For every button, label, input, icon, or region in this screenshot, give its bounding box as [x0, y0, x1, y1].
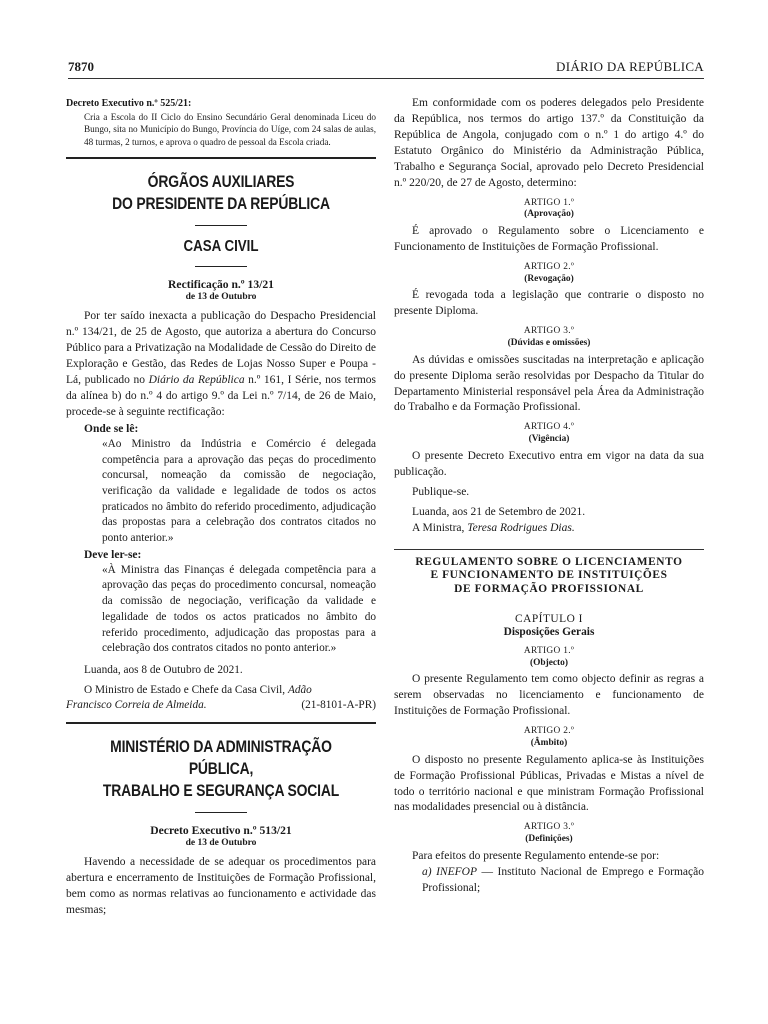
article-number: ARTIGO 1.º [523, 645, 575, 656]
regulation-title-line: DE FORMAÇÃO PROFISSIONAL [454, 582, 644, 595]
article-number: ARTIGO 4.º [523, 422, 575, 433]
signer-role: O Ministro de Estado e Chefe da Casa Civil, [84, 683, 288, 696]
decree-place-date: Luanda, aos 21 de Setembro de 2021. [412, 505, 586, 518]
definition-key: a) INEFOP [422, 865, 477, 878]
summary-body: Cria a Escola do II Ciclo do Ensino Secundário Geral denominada Liceu do Bungo, sita no Município do Bungo, Província do Uíge, com 24 salas de aulas, 48 turmas, 2 turnos, e aprova o quadro de pessoal da Escola criada. [84, 111, 376, 148]
article-number: ARTIGO 2.º [523, 726, 575, 737]
rectification-place-date: Luanda, aos 8 de Outubro de 2021. [84, 663, 243, 676]
summary-title: Decreto Executivo n.º 525/21: [66, 98, 192, 109]
rectification-intro [66, 309, 376, 420]
section-title-line: DO PRESIDENTE DA REPÚBLICA [112, 195, 330, 214]
rectification-date: de 13 de Outubro [185, 291, 257, 302]
section-divider [66, 157, 376, 159]
journal-name: DIÁRIO DA REPÚBLICA [556, 59, 704, 74]
section-title-line: MINISTÉRIO DA ADMINISTRAÇÃO PÚBLICA, [110, 737, 332, 778]
deve-ler-se-label: Deve ler-se: [84, 548, 142, 561]
article-text: É revogada toda a legislação que contrarie o disposto no presente Diploma. [394, 289, 704, 318]
article-heading: (Dúvidas e omissões) [507, 337, 591, 348]
article-number: ARTIGO 3.º [523, 822, 575, 833]
decree-signer [394, 521, 704, 537]
signer-role: A Ministra, [412, 521, 468, 534]
rectification-signer-row [66, 698, 376, 714]
publique-se: Publique-se. [412, 485, 470, 498]
article-number: ARTIGO 2.º [523, 261, 575, 272]
article-text: O disposto no presente Regulamento aplica-se às Instituições de Formação Profissional Públicas, Privadas e Mistas a nível de todo o território nacional e que ministram Formação Profissional nas modalidades presencial ou à distância. [394, 753, 704, 814]
page-header [68, 56, 704, 79]
section-title-line: TRABALHO E SEGURANÇA SOCIAL [102, 782, 340, 801]
article-number: ARTIGO 3.º [523, 326, 575, 337]
section-divider [66, 722, 376, 724]
article-heading: (Revogação) [524, 273, 574, 284]
signer-name: Adão [287, 683, 312, 696]
regulation-title [394, 556, 704, 597]
article-text: É aprovado o Regulamento sobre o Licenciamento e Funcionamento de Instituições de Formação Profissional. [394, 225, 704, 253]
rectification-signer [66, 683, 376, 699]
subsection-title-casa-civil: CASA CIVIL [183, 238, 259, 256]
text-segment: n.º 161, I Série, nos termos da alínea b) do n.º 4 do artigo 9.º da Lei n.º 7/14, de 26 de Maio, procede-se à seguinte rectificação: [66, 374, 376, 418]
short-divider [195, 812, 247, 813]
article-text: O presente Decreto Executivo entra em vigor na data da sua publicação. [394, 449, 704, 478]
article-heading: (Âmbito) [530, 737, 568, 748]
decree-date: de 13 de Outubro [185, 837, 257, 848]
right-column [394, 96, 704, 897]
article-heading: (Aprovação) [524, 209, 574, 220]
text-italic: Diário da República [148, 374, 245, 387]
chapter-number: CAPÍTULO I [515, 612, 583, 625]
regulation-title-line: REGULAMENTO SOBRE O LICENCIAMENTO [415, 555, 683, 568]
signer-name: Teresa Rodrigues Dias. [467, 521, 575, 534]
section-title-orgaos [88, 171, 355, 215]
article-text: O presente Regulamento tem como objecto definir as regras a serem observadas no licenciamento e funcionamento de Instituições de Formação Profissional. [394, 673, 704, 718]
rectification-title: Rectificação n.º 13/21 [168, 278, 274, 292]
article-heading: (Definições) [525, 834, 573, 845]
article-number: ARTIGO 1.º [523, 197, 575, 208]
short-divider [195, 225, 247, 226]
onde-se-le-label: Onde se lê: [84, 422, 139, 435]
definition-text: — Instituto Nacional de Emprego e Formação Profissional; [422, 865, 704, 894]
regulation-divider [394, 549, 704, 550]
chapter-heading: Disposições Gerais [503, 626, 595, 639]
section-title-line: ÓRGÃOS AUXILIARES [147, 173, 295, 192]
text-segment: Por ter saído inexacta a publicação do Despacho Presidencial n.º 134/21, de 25 de Agosto, que autoriza a abertura do Concurso Público para a Privatização na Modalidade de Cessão do Direito de Exploração e Gestão, das Redes de Lojas Nosso Super e Poupa - Lá, publicado no [66, 310, 376, 387]
reference-code: (21-8101-A-PR) [301, 699, 376, 712]
article-text: As dúvidas e omissões suscitadas na interpretação e aplicação do presente Diploma serão resolvidas por Despacho da Titular do Departamento Ministerial responsável pela Área da Administração do Trabalho e da Formação Profissional. [394, 353, 704, 414]
page-number: 7870 [68, 59, 94, 74]
article-heading: (Vigência) [528, 434, 570, 445]
left-column [66, 96, 376, 919]
deve-ler-se-text: «À Ministra das Finanças é delegada competência para a aprovação das peças do procedimento concursal, nomeação da comissão de negociação, verificação da validade e legalidade de todos os actos praticados no âmbito do referido procedimento, adjudicação das propostas para a celebração dos contratos citados no ponto anterior.» [102, 563, 376, 655]
onde-se-le-text: «Ao Ministro da Indústria e Comércio é delegada competência para a aprovação das peças do procedimento concursal, nomeação da comissão de negociação, verificação da validade e legalidade de todos os actos praticados no âmbito do referido procedimento, adjudicação das propostas para a celebração dos contratos citados no ponto anterior.» [102, 437, 376, 544]
decree-continuation: Em conformidade com os poderes delegados pelo Presidente da República, nos termos do artigo 137.º da Constituição da República de Angola, conjugado com o n.º 1 do artigo 4.º do Estatuto Orgânico do Ministério da Administração Pública, Trabalho e Segurança Social, aprovado pelo Decreto Presidencial n.º 220/20, de 27 de Agosto, determino: [394, 97, 704, 189]
decree-title: Decreto Executivo n.º 513/21 [150, 824, 292, 838]
article-heading: (Objecto) [529, 657, 568, 668]
regulation-title-line: E FUNCIONAMENTO DE INSTITUIÇÕES [430, 569, 668, 582]
short-divider [195, 266, 247, 267]
decree-intro: Havendo a necessidade de se adequar os procedimentos para abertura e encerramento de Instituições de Formação Profissional, bem como as normas relativas ao funcionamento e actividade das mesmas; [66, 856, 376, 916]
article-text: Para efeitos do presente Regulamento entende-se por: [412, 849, 660, 862]
section-title-ministerio [88, 736, 355, 802]
signer-name: Francisco Correia de Almeida. [66, 699, 207, 712]
definition-item [422, 865, 704, 897]
